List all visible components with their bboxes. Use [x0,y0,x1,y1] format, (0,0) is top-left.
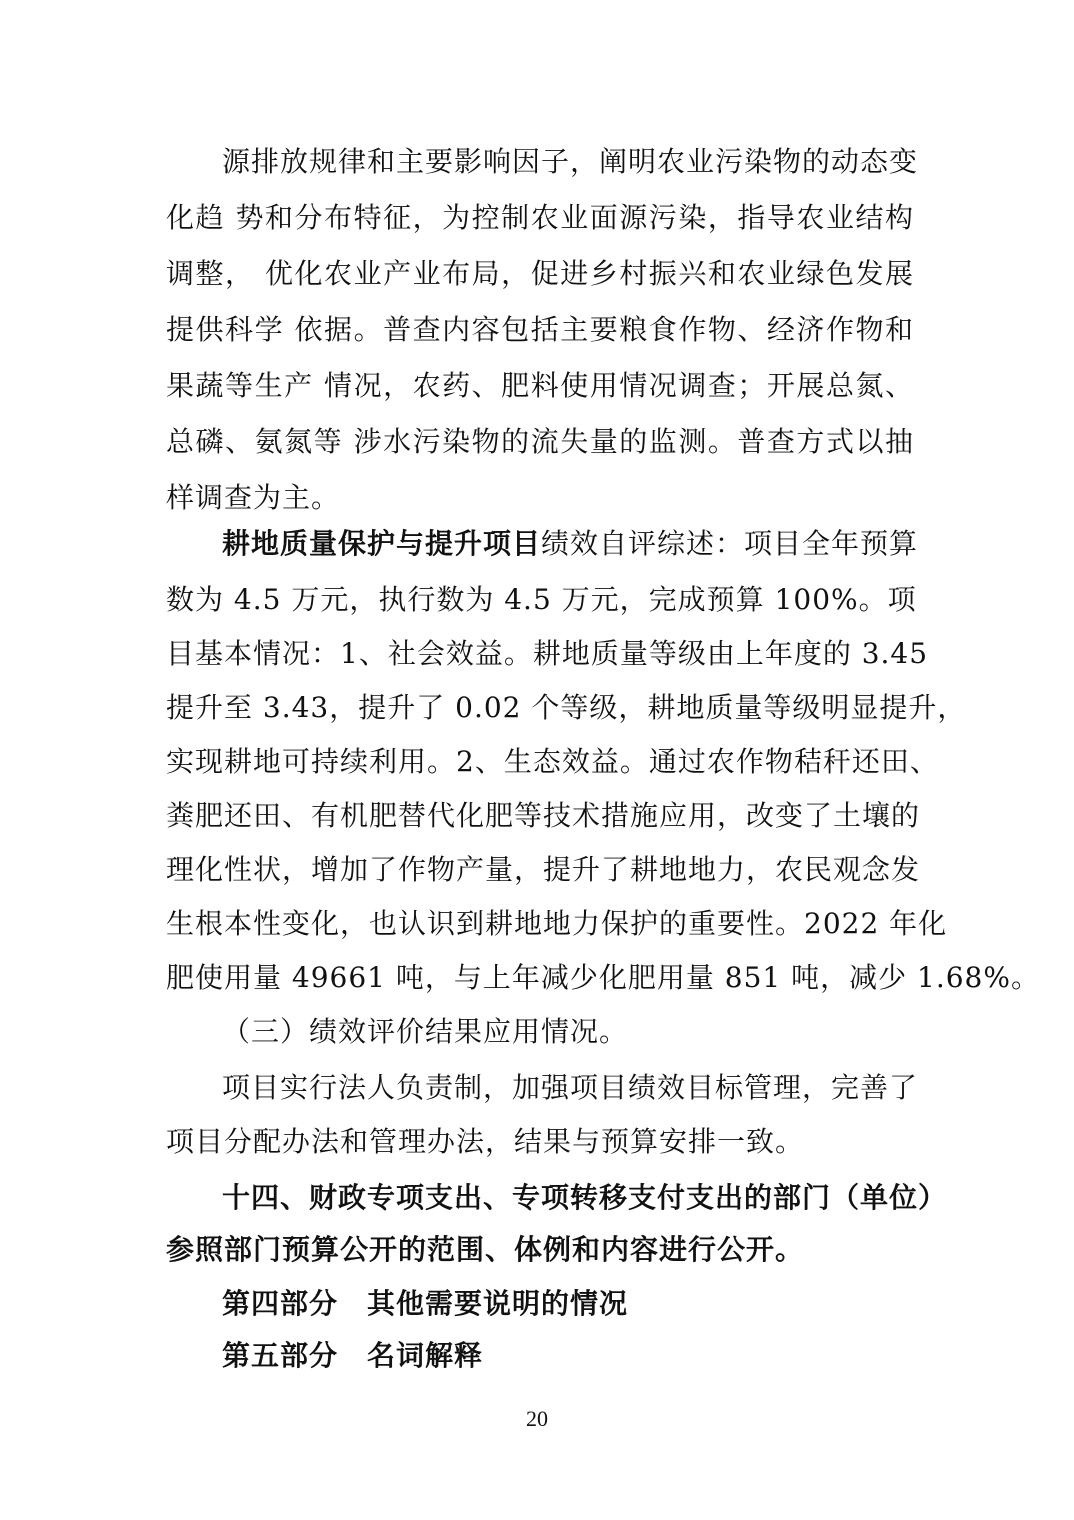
paragraph-line: 数为 4.5 万元，执行数为 4.5 万元，完成预算 100%。项 [166,583,917,616]
part-heading: 第四部分 其他需要说明的情况 [222,1287,629,1320]
paragraph-line: 化趋 势和分布特征，为控制农业面源污染，指导农业结构 [166,201,914,234]
paragraph-line: 生根本性变化，也认识到耕地地力保护的重要性。2022 年化 [166,907,948,940]
heading-line: 参照部门预算公开的范围、体例和内容进行公开。 [166,1233,805,1266]
paragraph-line: 实现耕地可持续利用。2、生态效益。通过农作物秸秆还田、 [166,745,939,778]
paragraph-line: 目基本情况：1、社会效益。耕地质量等级由上年度的 3.45 [166,637,929,670]
paragraph-line: 样调查为主。 [166,481,341,514]
project-summary-start: 绩效自评综述：项目全年预算 [541,527,919,560]
page-number: 20 [526,1406,548,1431]
project-title: 耕地质量保护与提升项目 [222,527,542,560]
part-heading: 第五部分 名词解释 [222,1339,484,1372]
paragraph-line: 果蔬等生产 情况，农药、肥料使用情况调查；开展总氮、 [166,369,914,402]
paragraph-line: 总磷、氨氮等 涉水污染物的流失量的监测。普查方式以抽 [166,425,914,458]
paragraph-line: 提升至 3.43，提升了 0.02 个等级，耕地质量等级明显提升， [166,691,967,724]
heading-line: 十四、财政专项支出、专项转移支付支出的部门（单位） [222,1181,948,1214]
paragraph-line: 项目实行法人负责制，加强项目绩效目标管理，完善了 [222,1071,919,1104]
paragraph-line: 源排放规律和主要影响因子，阐明农业污染物的动态变 [222,145,919,178]
paragraph-line: 提供科学 依据。普查内容包括主要粮食作物、经济作物和 [166,313,914,346]
paragraph-first-line [222,524,919,564]
paragraph-line: 肥使用量 49661 吨，与上年减少化肥用量 851 吨，减少 1.68%。 [166,961,1040,994]
paragraph-line: 粪肥还田、有机肥替代化肥等技术措施应用，改变了土壤的 [166,799,921,832]
paragraph-line: 调整， 优化农业产业布局，促进乡村振兴和农业绿色发展 [166,257,914,290]
paragraph-line: 理化性状，增加了作物产量，提升了耕地地力，农民观念发 [166,853,921,886]
section-heading: （三）绩效评价结果应用情况。 [222,1015,629,1048]
paragraph-line: 项目分配办法和管理办法，结果与预算安排一致。 [166,1125,805,1158]
